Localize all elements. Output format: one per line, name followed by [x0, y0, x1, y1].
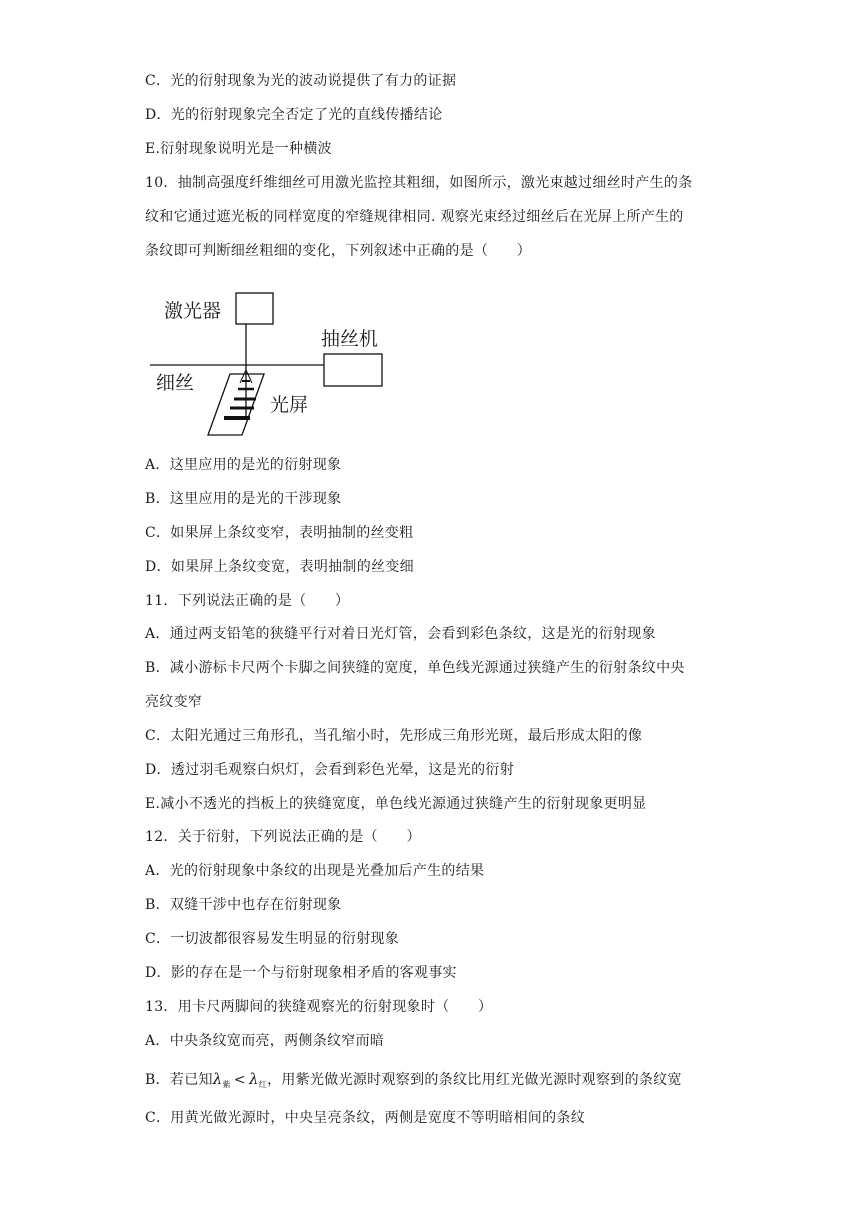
lambda-symbol: λ: [248, 1070, 259, 1088]
q13-option-c: C．用黄光做光源时，中央呈亮条纹，两侧是宽度不等明暗相间的条纹: [145, 1110, 586, 1126]
q10-option-c: C．如果屏上条纹变窄，表明抽制的丝变粗: [145, 525, 414, 541]
q10-stem-line3: 条纹即可判断细丝粗细的变化，下列叙述中正确的是（ ）: [145, 243, 532, 259]
red-subscript: 红: [258, 1080, 268, 1089]
q13-option-b-suffix: ，用紫光做光源时观察到的条纹比用红光做光源时观察到的条纹宽: [267, 1072, 682, 1088]
q11-option-b-line2: 亮纹变窄: [145, 694, 203, 710]
laser-monitoring-figure: [150, 288, 400, 438]
q12-stem: 12．关于衍射，下列说法正确的是（ ）: [145, 829, 421, 845]
q12-option-a: A．光的衍射现象中条纹的出现是光叠加后产生的结果: [145, 863, 485, 879]
q9-option-c: C．光的衍射现象为光的波动说提供了有力的证据: [145, 73, 457, 89]
screen-label: 光屏: [270, 394, 309, 416]
laser-box: [236, 293, 273, 324]
q13-stem: 13．用卡尺两脚间的狭缝观察光的衍射现象时（ ）: [145, 999, 493, 1015]
wire-label: 细丝: [156, 372, 195, 394]
q11-option-e: E.减小不透光的挡板上的狭缝宽度，单色线光源通过狭缝产生的衍射现象更明显: [145, 796, 647, 812]
laser-label: 激光器: [164, 300, 222, 322]
lambda-symbol: λ: [212, 1070, 223, 1088]
less-than-sign: <: [233, 1072, 246, 1088]
q12-option-b: B．双缝干涉中也存在衍射现象: [145, 897, 342, 913]
purple-subscript: 紫: [222, 1080, 231, 1089]
q9-option-d: D．光的衍射现象完全否定了光的直线传播结论: [145, 107, 443, 123]
q11-option-b-line1: B．减小游标卡尺两个卡脚之间狭缝的宽度，单色线光源通过狭缝产生的衍射条纹中央: [145, 660, 685, 676]
q11-option-c: C．太阳光通过三角形孔，当孔缩小时，先形成三角形光斑，最后形成太阳的像: [145, 728, 643, 744]
q10-stem-line2: 纹和它通过遮光板的同样宽度的窄缝规律相同. 观察光束经过细丝后在光屏上所产生的: [145, 209, 684, 225]
q10-option-a: A．这里应用的是光的衍射现象: [145, 457, 342, 473]
q12-option-d: D．影的存在是一个与衍射现象相矛盾的客观事实: [145, 965, 457, 981]
q9-option-e: E.衍射现象说明光是一种横波: [145, 141, 332, 157]
q11-stem: 11．下列说法正确的是（ ）: [145, 593, 350, 609]
q11-option-a: A．通过两支铅笔的狭缝平行对着日光灯管，会看到彩色条纹，这是光的衍射现象: [145, 626, 656, 642]
q10-option-b: B．这里应用的是光的干涉现象: [145, 491, 342, 507]
q10-stem-line1: 10．抽制高强度纤维细丝可用激光监控其粗细，如图所示，激光束越过细丝时产生的条: [145, 175, 693, 191]
screen-shape: [208, 374, 264, 435]
q12-option-c: C．一切波都很容易发生明显的衍射现象: [145, 931, 400, 947]
q13-option-b: [145, 1069, 682, 1095]
drawer-label: 抽丝机: [321, 328, 379, 350]
drawer-box: [324, 354, 382, 386]
q11-option-d: D．透过羽毛观察白炽灯，会看到彩色光晕，这是光的衍射: [145, 762, 515, 778]
q13-option-b-prefix: B．若已知: [145, 1072, 213, 1088]
q10-option-d: D．如果屏上条纹变宽，表明抽制的丝变细: [145, 559, 414, 575]
q13-option-a: A．中央条纹宽而亮，两侧条纹窄而暗: [145, 1033, 385, 1049]
